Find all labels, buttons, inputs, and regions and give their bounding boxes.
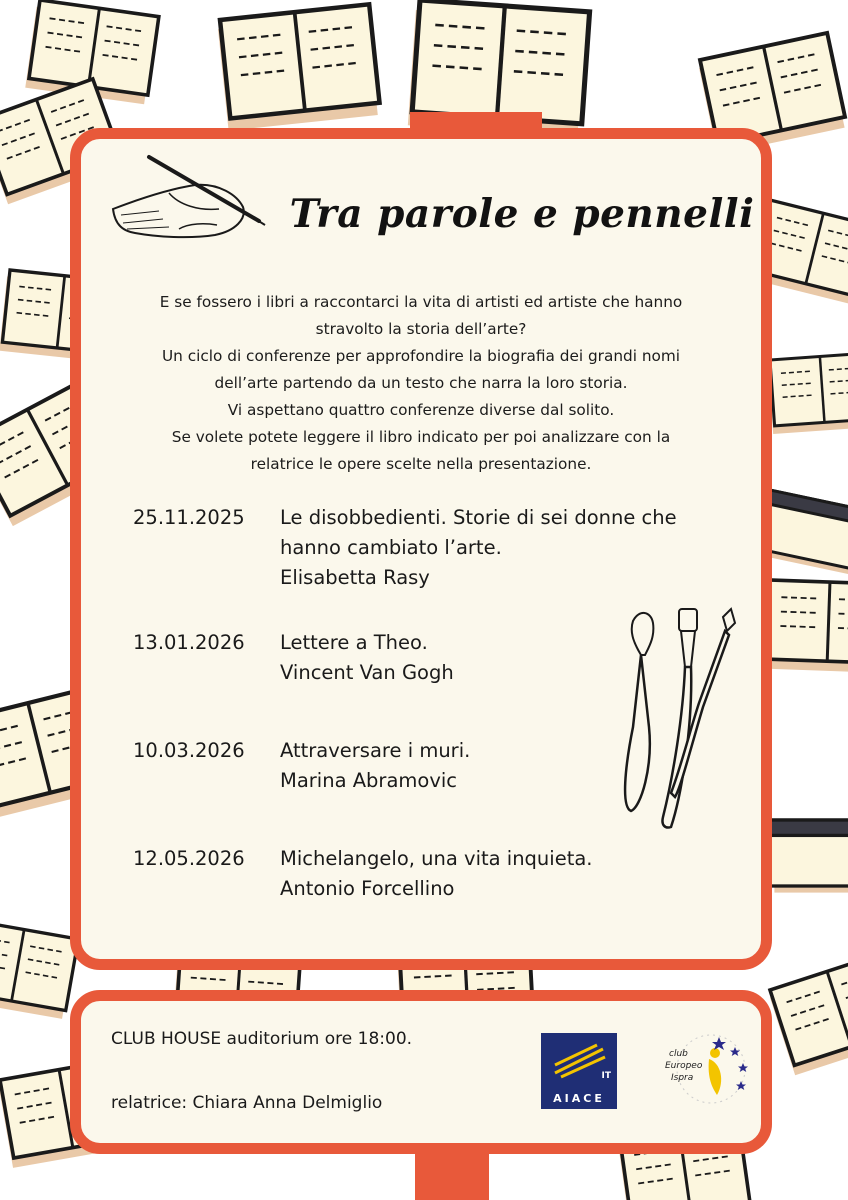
conference-line: Attraversare i muri.: [280, 739, 471, 762]
conference-line: Michelangelo, una vita inquieta.: [280, 847, 593, 870]
conference-date: 12.05.2026: [133, 847, 245, 870]
intro-line: Se volete potete leggere il libro indicato per poi analizzare con la: [171, 428, 671, 446]
conference-line: Elisabetta Rasy: [280, 566, 430, 589]
aiace-stripes-icon: [551, 1043, 607, 1079]
speaker-text: relatrice: Chiara Anna Delmiglio: [111, 1093, 383, 1113]
conference-line: Vincent Van Gogh: [280, 661, 454, 684]
club-logo-text: Ispra: [671, 1073, 694, 1083]
conference-line: Marina Abramovic: [280, 769, 458, 792]
bottom-tab: [415, 1146, 489, 1200]
conference-line: Le disobbedienti. Storie di sei donne che: [280, 506, 677, 529]
intro-text: [101, 289, 741, 478]
conference-date: 25.11.2025: [133, 506, 245, 529]
page-title: Tra parole e pennelli: [289, 191, 755, 237]
intro-line: stravolto la storia dell’arte?: [315, 320, 527, 338]
intro-line: dell’arte partendo da un testo che narra la loro storia.: [214, 374, 628, 392]
club-logo-text: Europeo: [665, 1061, 703, 1071]
aiace-it-label: IT: [601, 1071, 611, 1081]
club-europeo-logo: [663, 1029, 759, 1111]
conference-details: [280, 503, 750, 593]
conference-line: Lettere a Theo.: [280, 631, 428, 654]
club-logo-text: club: [669, 1049, 688, 1059]
conference-date: 13.01.2026: [133, 631, 245, 654]
main-panel: [70, 128, 772, 970]
hand-writing-icon: [109, 149, 269, 249]
venue-text: CLUB HOUSE auditorium ore 18:00.: [111, 1029, 413, 1049]
conference-line: Antonio Forcellino: [280, 877, 455, 900]
aiace-logo: [541, 1033, 617, 1109]
paintbrushes-icon: [611, 607, 741, 837]
conference-line: hanno cambiato l’arte.: [280, 536, 502, 559]
conference-date: 10.03.2026: [133, 739, 245, 762]
aiace-name-label: AIACE: [553, 1092, 605, 1105]
intro-line: Vi aspettano quattro conferenze diverse dal solito.: [227, 401, 615, 419]
intro-line: E se fossero i libri a raccontarci la vita di artisti ed artiste che hanno: [159, 293, 683, 311]
footer-panel: [70, 990, 772, 1154]
intro-line: relatrice le opere scelte nella presentazione.: [250, 455, 592, 473]
intro-line: Un ciclo di conferenze per approfondire la biografia dei grandi nomi: [161, 347, 681, 365]
conference-details: [280, 844, 750, 904]
